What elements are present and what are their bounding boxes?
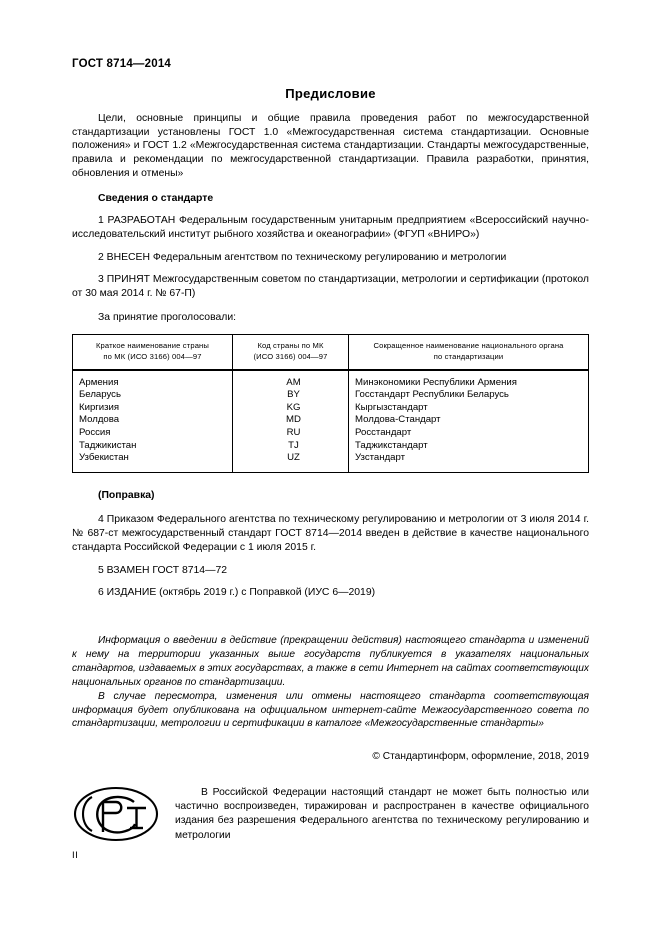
table-row	[73, 440, 589, 453]
cell-code: BY	[233, 389, 349, 402]
table-header-organ-line2: по стандартизации	[433, 352, 504, 362]
standard-info-heading: Сведения о стандарте	[98, 192, 214, 204]
table-header-code-line2: (ИСО 3166) 004—97	[253, 352, 328, 362]
vote-line: За принятие проголосовали:	[98, 311, 237, 323]
cell-country: Беларусь	[73, 389, 233, 402]
cell-code: UZ	[233, 452, 349, 472]
table-row	[73, 414, 589, 427]
cell-organ: Минэкономики Республики Армения	[349, 370, 589, 390]
cell-country: Армения	[73, 370, 233, 390]
cell-organ: Кыргызстандарт	[349, 402, 589, 415]
amendment-item-6: 6 ИЗДАНИЕ (октябрь 2019 г.) с Поправкой (ИУС 6—2019)	[98, 587, 376, 599]
cell-code: KG	[233, 402, 349, 415]
cell-code: RU	[233, 427, 349, 440]
rst-certification-mark-icon	[72, 783, 160, 845]
table-header-country-line2: по МК (ИСО 3166) 004—97	[103, 352, 202, 362]
country-vote-table	[72, 334, 589, 472]
cell-country: Россия	[73, 427, 233, 440]
table-header-organ	[349, 335, 589, 370]
intro-paragraph: Цели, основные принципы и общие правила проведения работ по межгосударственной стандартизации установлены ГОСТ 1.0 «Межгосударственная система стандартизации. Основные положения» и ГОСТ 1.2 «Межгосударственная система стандартизации. Стандарты межгосударственные, правила и рекомендации по межгосударственной стандартизации. Правила разработки, принятия, обновления и отмены»	[72, 113, 589, 179]
footer-block	[72, 786, 589, 843]
notice-paragraph-1: Информация о введении в действие (прекращении действия) настоящего стандарта и изменений к нему на территории указанных выше государств публикуется в указателях национальных стандартов, издаваемых в этих государствах, а также в сети Интернет на сайтах соответствующих национальных органов по стандартизации.	[72, 635, 589, 688]
table-header-country-line1: Краткое наименование страны	[95, 341, 210, 351]
table-header-organ-line1: Сокращенное наименование национального органа	[373, 341, 564, 351]
table-row	[73, 427, 589, 440]
cell-code: MD	[233, 414, 349, 427]
amendment-label: (Поправка)	[98, 489, 155, 501]
table-row	[73, 370, 589, 390]
cell-organ: Молдова-Стандарт	[349, 414, 589, 427]
table-header	[73, 335, 589, 370]
standard-info-item-1: 1 РАЗРАБОТАН Федеральным государственным унитарным предприятием «Всероссийский научно-исследовательский институт рыбного хозяйства и океанографии» (ФГУП «ВНИРО»)	[72, 215, 589, 240]
standard-info-item-3: 3 ПРИНЯТ Межгосударственным советом по стандартизации, метрологии и сертификации (протокол от 30 мая 2014 г. № 67-П)	[72, 274, 589, 300]
table-header-country	[73, 335, 233, 370]
cell-organ: Таджикстандарт	[349, 440, 589, 453]
page-title: Предисловие	[285, 86, 376, 101]
gost-number: ГОСТ 8714—2014	[72, 58, 172, 70]
document-content	[72, 112, 589, 731]
cell-country: Молдова	[73, 414, 233, 427]
cell-code: TJ	[233, 440, 349, 453]
table-row	[73, 402, 589, 415]
table-body	[73, 370, 589, 473]
cell-code: AM	[233, 370, 349, 390]
footer-notice-text: В Российской Федерации настоящий стандарт не может быть полностью или частично воспроизведен, тиражирован и распространен в качестве официального издания без разрешения Федерального агентства по техническому регулированию и метрологии	[175, 787, 589, 841]
page-number: II	[72, 850, 79, 861]
cell-organ: Узстандарт	[349, 452, 589, 472]
notice-paragraph-2: В случае пересмотра, изменения или отмены настоящего стандарта соответствующая информация будет опубликована на официальном интернет-сайте Межгосударственного совета по стандартизации, метрологии и сертификации в каталоге «Межгосударственные стандарты»	[72, 690, 589, 730]
copyright-line: © Стандартинформ, оформление, 2018, 2019	[372, 751, 589, 762]
cell-country: Таджикистан	[73, 440, 233, 453]
cell-country: Киргизия	[73, 402, 233, 415]
amendment-item-5: 5 ВЗАМЕН ГОСТ 8714—72	[98, 564, 228, 576]
standard-info-item-2: 2 ВНЕСЕН Федеральным агентством по техническому регулированию и метрологии	[98, 251, 507, 263]
table-header-row	[73, 335, 589, 370]
amendment-item-4: 4 Приказом Федерального агентства по техническому регулированию и метрологии от 3 июля 2014 г. № 687-ст межгосударственный стандарт ГОСТ 8714—2014 введен в действие в качестве национального стандарта Российской Федерации с 1 июля 2015 г.	[72, 514, 589, 553]
table-row	[73, 452, 589, 472]
table-header-code-line1: Код страны по МК	[257, 341, 324, 351]
cell-organ: Росстандарт	[349, 427, 589, 440]
cell-country: Узбекистан	[73, 452, 233, 472]
table-header-code	[233, 335, 349, 370]
table-row	[73, 389, 589, 402]
notice-block	[72, 634, 589, 731]
cell-organ: Госстандарт Республики Беларусь	[349, 389, 589, 402]
